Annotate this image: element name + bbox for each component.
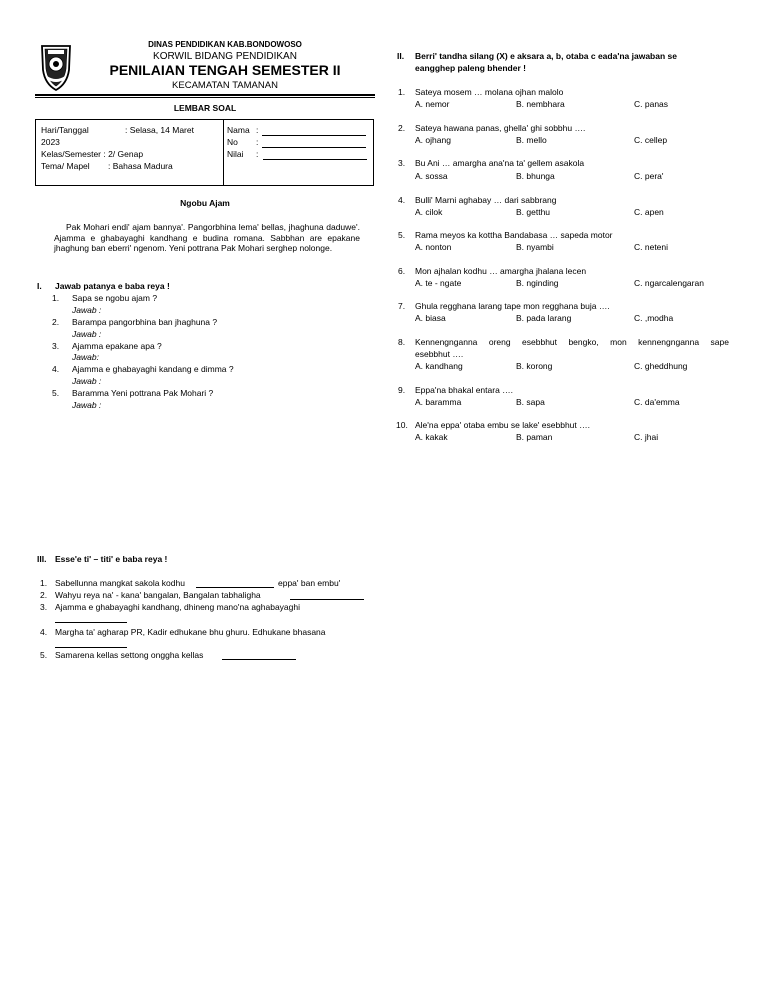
s3-item2-blank[interactable] [290, 590, 364, 600]
s1-q1-num: 1. [52, 293, 60, 303]
s2-q9-option-b[interactable]: B. sapa [516, 397, 545, 407]
s3-item2-text: Wahyu reya na' - kana' bangalan, Bangalan tabhaligha [55, 590, 261, 600]
header-divider [35, 94, 375, 96]
s2-q9-text: Eppa'na bhakal entara …. [415, 385, 514, 395]
s2-q4-num: 4. [398, 195, 406, 205]
s2-q7-num: 7. [398, 301, 406, 311]
s2-q10-option-c[interactable]: C. jhai [634, 432, 659, 442]
s3-item3-text: Ajamma e ghabayaghi kandhang, dhineng mano'na aghabayaghi [55, 602, 301, 612]
header-district: KECAMATAN TAMANAN [172, 80, 278, 91]
s2-q5-num: 5. [398, 230, 406, 240]
s2-q2-text: Sateya hawana panas, ghella' ghi sobbhu …. [415, 123, 586, 133]
s2-q7-option-c[interactable]: C. ,modha [634, 313, 674, 323]
score-label: Nilai [227, 149, 244, 159]
s1-q3-num: 3. [52, 341, 60, 351]
s2-q8-text: Kennengnganna oreng esebbhut bengko, mon kennengnganna sape [415, 337, 729, 347]
score-field[interactable] [263, 151, 367, 160]
s2-q1-option-c[interactable]: C. panas [634, 99, 669, 109]
header-divider-thin [35, 97, 375, 98]
s2-q5-option-b[interactable]: B. nyambi [516, 242, 554, 252]
section3-numeral: III. [37, 554, 47, 564]
s1-q4-answer[interactable]: Jawab : [72, 376, 102, 386]
s1-q2-answer[interactable]: Jawab : [72, 329, 102, 339]
s2-q5-text: Rama meyos ka kottha Bandabasa … sapeda motor [415, 230, 613, 240]
s1-q2-num: 2. [52, 317, 60, 327]
s1-q4-text: Ajamma e ghabayaghi kandang e dimma ? [72, 364, 234, 374]
s3-item5-blank[interactable] [222, 650, 296, 660]
class-semester: Kelas/Semester : 2/ Genap [41, 149, 144, 159]
s2-q2-option-a[interactable]: A. ojhang [415, 135, 451, 145]
score-colon: : [256, 149, 259, 159]
s1-q5-num: 5. [52, 388, 60, 398]
s2-q6-option-c[interactable]: C. ngarcalengaran [634, 278, 704, 288]
no-label: No [227, 137, 238, 147]
s2-q1-text: Sateya mosem … molana ojhan malolo [415, 87, 564, 97]
s1-q4-num: 4. [52, 364, 60, 374]
s2-q10-text: Ale'na eppa' otaba embu se lake' esebbhut …. [415, 420, 590, 430]
s2-q6-option-b[interactable]: B. nginding [516, 278, 559, 288]
s1-q3-answer[interactable]: Jawab: [72, 352, 99, 362]
section1-instruction: Jawab patanya e baba reya ! [55, 281, 170, 291]
s2-q8-option-c[interactable]: C. gheddhung [634, 361, 688, 371]
date-label: Hari/Tanggal [41, 125, 89, 135]
s2-q6-num: 6. [398, 266, 406, 276]
s2-q7-text: Ghula regghana larang tape mon regghana buja …. [415, 301, 610, 311]
s2-q9-option-c[interactable]: C. da'emma [634, 397, 680, 407]
subject-value: : Bahasa Madura [108, 161, 173, 171]
s2-q2-num: 2. [398, 123, 406, 133]
reading-title: Ngobu Ajam [180, 198, 230, 208]
s3-item3-num: 3. [40, 602, 48, 612]
s2-q8-num: 8. [398, 337, 406, 347]
s2-q5-option-c[interactable]: C. neteni [634, 242, 669, 252]
no-field[interactable] [262, 139, 366, 148]
s3-item1-blank[interactable] [196, 578, 274, 588]
s3-item4-num: 4. [40, 627, 48, 637]
school-emblem-icon [40, 40, 72, 92]
s2-q3-option-a[interactable]: A. sossa [415, 171, 448, 181]
header-agency: DINAS PENDIDIKAN KAB.BONDOWOSO [148, 40, 302, 49]
s2-q8-option-b[interactable]: B. korong [516, 361, 553, 371]
date-value: : Selasa, 14 Maret [125, 125, 194, 135]
section2-instruction-line2: eangghep paleng bhender ! [415, 63, 526, 73]
header-exam-title: PENILAIAN TENGAH SEMESTER II [109, 62, 341, 78]
s2-q6-text: Mon ajhalan kodhu … amargha jhalana lecen [415, 266, 587, 276]
s2-q3-option-c[interactable]: C. pera' [634, 171, 664, 181]
s2-q1-num: 1. [398, 87, 406, 97]
s2-q4-option-a[interactable]: A. cilok [415, 207, 443, 217]
s3-item5-num: 5. [40, 650, 48, 660]
no-colon: : [256, 137, 259, 147]
header-korwil: KORWIL BIDANG PENDIDIKAN [153, 51, 297, 62]
s2-q3-num: 3. [398, 158, 406, 168]
s2-q4-text: Bulli' Marni aghabay … dari sabbrang [415, 195, 557, 205]
s1-q1-text: Sapa se ngobu ajam ? [72, 293, 158, 303]
s2-q2-option-c[interactable]: C. cellep [634, 135, 668, 145]
s2-q1-option-a[interactable]: A. nemor [415, 99, 450, 109]
s2-q7-option-b[interactable]: B. pada larang [516, 313, 572, 323]
identity-box [35, 119, 374, 186]
s2-q9-option-a[interactable]: A. baramma [415, 397, 462, 407]
section2-numeral: II. [397, 51, 405, 61]
reading-text: Pak Mohari endi' ajam bannya'. Pangorbhina lema' bellas, jhaghuna daduwe'. Ajamma e ghabayaghi kandhang e budina romana. Sabbhan are epakane jhaghung ban eberri' ngenom. Yeni pottrana Pak Mohari serghep nolonge. [54, 222, 360, 254]
s2-q10-num: 10. [396, 420, 408, 430]
s2-q3-option-b[interactable]: B. bhunga [516, 171, 555, 181]
s2-q10-option-a[interactable]: A. kakak [415, 432, 448, 442]
section3-instruction: Esse'e ti' – titi' e baba reya ! [55, 554, 168, 564]
name-label: Nama [227, 125, 250, 135]
section1-numeral: I. [37, 281, 42, 291]
section2-instruction-line1: Berri' tandha silang (X) e aksara a, b, otaba c eada'na jawaban se [415, 51, 677, 61]
s2-q3-text: Bu Ani … amargha ana'na ta' gellem asakola [415, 158, 585, 168]
s3-item4-text: Margha ta' agharap PR, Kadir edhukane bhu ghuru. Edhukane bhasana [55, 627, 326, 637]
s2-q4-option-b[interactable]: B. getthu [516, 207, 551, 217]
s2-q10-option-b[interactable]: B. paman [516, 432, 553, 442]
sheet-title: LEMBAR SOAL [173, 103, 237, 113]
s1-q1-answer[interactable]: Jawab : [72, 305, 102, 315]
s1-q2-text: Barampa pangorbhina ban jhaghuna ? [72, 317, 218, 327]
s1-q5-text: Baramma Yeni pottrana Pak Mohari ? [72, 388, 214, 398]
s3-item3-blank[interactable] [55, 613, 127, 623]
s2-q8-option-a[interactable]: A. kandhang [415, 361, 463, 371]
s2-q2-option-b[interactable]: B. mello [516, 135, 547, 145]
name-field[interactable] [262, 127, 366, 136]
s2-q6-option-a[interactable]: A. te - ngate [415, 278, 462, 288]
year-value: 2023 [41, 137, 60, 147]
name-colon: : [256, 125, 259, 135]
s2-q8-text-cont: esebbhut …. [415, 349, 464, 359]
s1-q3-text: Ajamma epakane apa ? [72, 341, 162, 351]
s3-item1-text: Sabellunna mangkat sakola kodhu [55, 578, 185, 588]
s2-q9-num: 9. [398, 385, 406, 395]
s3-item5-text: Samarena kellas settong onggha kellas [55, 650, 204, 660]
s2-q7-option-a[interactable]: A. biasa [415, 313, 446, 323]
s3-item2-num: 2. [40, 590, 48, 600]
s3-item1-num: 1. [40, 578, 48, 588]
s2-q5-option-a[interactable]: A. nonton [415, 242, 452, 252]
s3-item4-blank[interactable] [55, 638, 127, 648]
s3-item1-after: eppa' ban embu' [278, 578, 341, 588]
s1-q5-answer[interactable]: Jawab : [72, 400, 102, 410]
s2-q1-option-b[interactable]: B. nembhara [516, 99, 565, 109]
s2-q4-option-c[interactable]: C. apen [634, 207, 664, 217]
subject-label: Tema/ Mapel [41, 161, 90, 171]
